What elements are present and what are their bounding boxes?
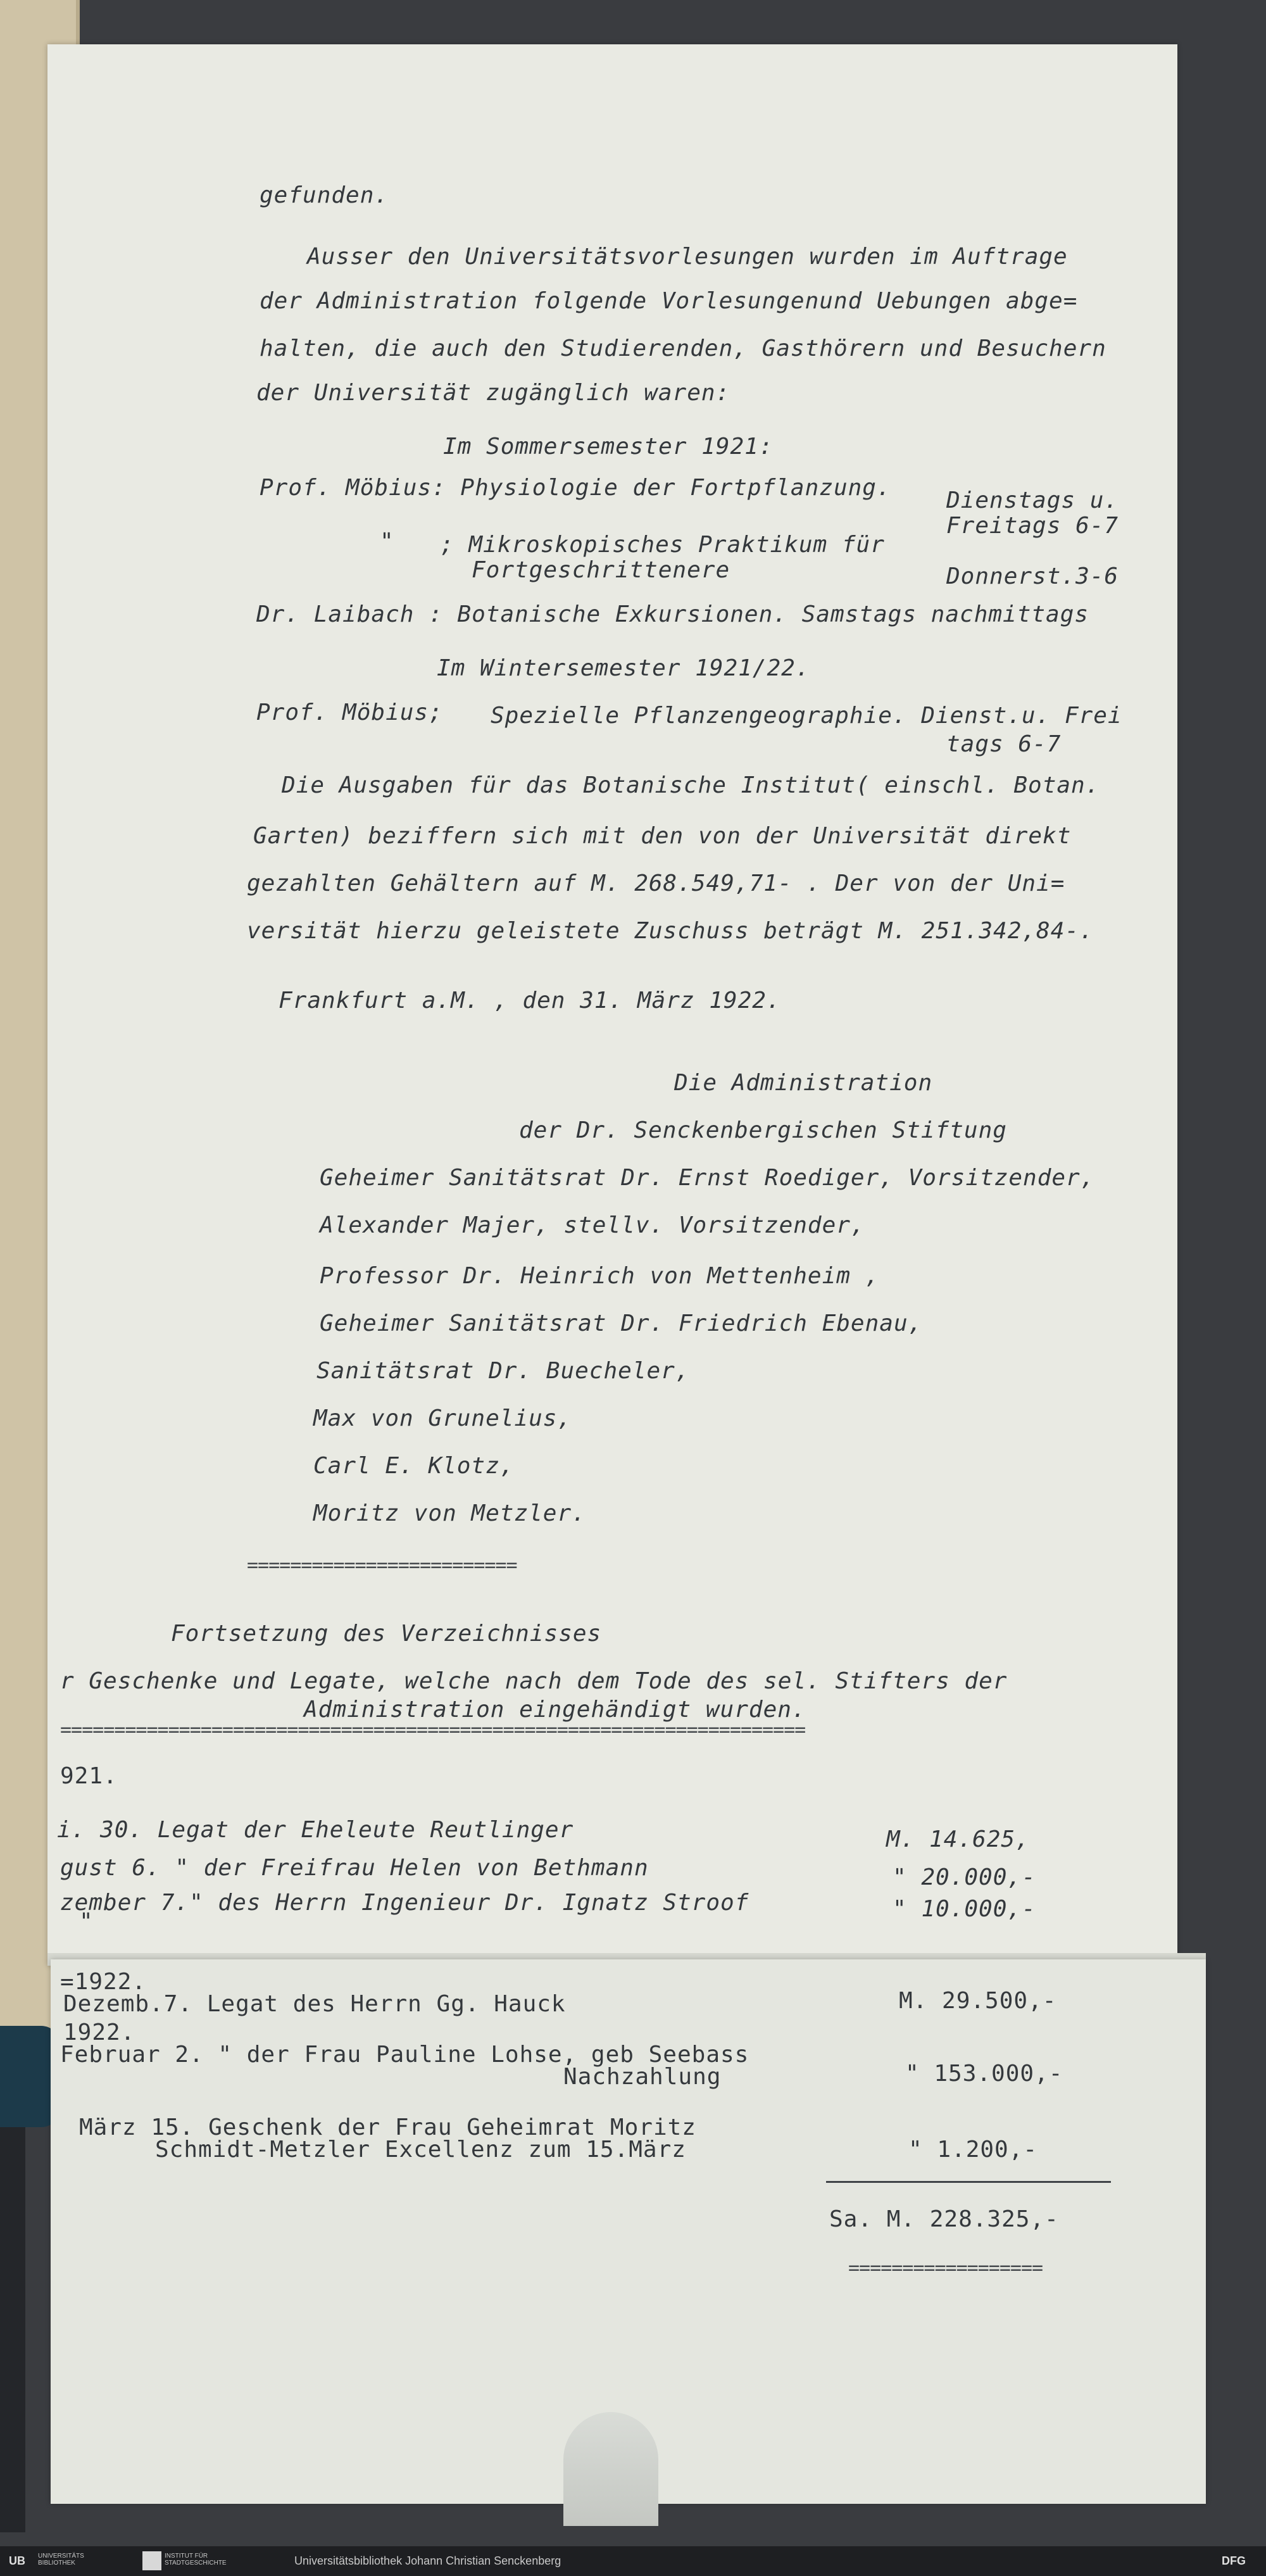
text-line: gefunden. [260, 182, 389, 208]
signatory: Max von Grunelius, [313, 1405, 572, 1431]
legacy-entry: i. 30. Legat der Eheleute Reutlinger [57, 1817, 574, 1843]
lecture-time: tags 6-7 [946, 731, 1062, 757]
separator-rule: ===================================================================== [60, 1719, 806, 1741]
text-line: Ausser den Universitätsvorlesungen wurden im Auftrage [307, 244, 1068, 270]
sum-total: Sa. M. 228.325,- [829, 2206, 1059, 2232]
legacy-amount: " 20.000,- [893, 1864, 1036, 1890]
ub-logo: UB [9, 2554, 25, 2567]
legacy-amount: " 1.200,- [908, 2137, 1038, 2163]
list-heading: Fortsetzung des Verzeichnisses [171, 1621, 602, 1647]
list-heading: r Geschenke und Legate, welche nach dem Tode des sel. Stifters der [60, 1668, 1008, 1694]
year-label: 921. [60, 1763, 118, 1789]
separator-rule: ================== [848, 2257, 1043, 2279]
lecture-time: Donnerst.3-6 [946, 563, 1119, 589]
lecture-entry: Fortgeschrittenere [472, 557, 730, 583]
legacy-entry: Dezemb.7. Legat des Herrn Gg. Hauck [63, 1991, 566, 2017]
ub-logo-text: UNIVERSITÄTS BIBLIOTHEK [38, 2553, 84, 2567]
signature-heading: der Dr. Senckenbergischen Stiftung [519, 1117, 1007, 1143]
footer-bar [0, 2546, 1266, 2576]
footer-credit: Universitätsbibliothek Johann Christian Senckenberg [294, 2554, 561, 2567]
signatory: Alexander Majer, stellv. Vorsitzender, [320, 1212, 865, 1238]
text-line: der Administration folgende Vorlesungenund Uebungen abge= [260, 288, 1078, 314]
signature-heading: Die Administration [674, 1070, 933, 1096]
signatory: Carl E. Klotz, [313, 1453, 515, 1479]
separator-rule: ========================= [247, 1554, 517, 1576]
lecture-entry: Spezielle Pflanzengeographie. Dienst.u. Frei [491, 703, 1122, 729]
signatory: Sanitätsrat Dr. Buecheler, [316, 1358, 690, 1384]
lecture-entry: ; Mikroskopisches Praktikum für [440, 532, 885, 558]
signatory: Professor Dr. Heinrich von Mettenheim , [320, 1263, 880, 1289]
lecture-entry: Prof. Möbius; [256, 700, 443, 726]
text-line: gezahlten Gehältern auf M. 268.549,71- . Der von der Uni= [247, 870, 1065, 896]
legacy-entry: Nachzahlung [563, 2064, 722, 2090]
lecture-time: Freitags 6-7 [946, 513, 1119, 539]
list-heading: Administration eingehändigt wurden. [304, 1697, 806, 1723]
section-heading: Im Wintersemester 1921/22. [437, 655, 810, 681]
text-line: Die Ausgaben für das Botanische Institut( einschl. Botan. [282, 772, 1100, 798]
legacy-amount: " 10.000,- [893, 1896, 1036, 1922]
dfg-logo: DFG [1222, 2554, 1246, 2567]
legacy-amount: M. 29.500,- [899, 1988, 1057, 2014]
text-line: Garten) beziffern sich mit den von der Universität direkt [253, 823, 1072, 849]
legacy-entry: zember 7." des Herrn Ingenieur Dr. Ignatz Stroof [60, 1890, 749, 1916]
lecture-time: Dienstags u. [946, 487, 1119, 513]
legacy-amount: " 153.000,- [905, 2061, 1063, 2087]
signatory: Geheimer Sanitätsrat Dr. Ernst Roediger, Vorsitzender, [320, 1165, 1095, 1191]
year-label: =1922. [60, 1969, 147, 1995]
date-line: Frankfurt a.M. , den 31. März 1922. [279, 988, 781, 1014]
lecture-entry: Dr. Laibach : Botanische Exkursionen. Samstags nachmittags [256, 601, 1089, 627]
text-line: versität hierzu geleistete Zuschuss beträgt M. 251.342,84-. [247, 918, 1094, 944]
isg-logo-text: INSTITUT FÜR STADTGESCHICHTE [165, 2553, 227, 2567]
signatory: Geheimer Sanitätsrat Dr. Friedrich Ebenau, [320, 1310, 923, 1336]
legacy-entry: März 15. Geschenk der Frau Geheimrat Moritz [79, 2114, 696, 2140]
ditto-mark: " [380, 529, 394, 555]
text-line: halten, die auch den Studierenden, Gasthörern und Besuchern [260, 336, 1106, 361]
book-stand-clip [563, 2412, 658, 2526]
legacy-entry: gust 6. " der Freifrau Helen von Bethmann [60, 1855, 649, 1881]
year-label: 1922. [63, 2020, 135, 2045]
text-line: der Universität zugänglich waren: [256, 380, 730, 406]
lecture-entry: Prof. Möbius: Physiologie der Fortpflanzung. [260, 475, 891, 501]
legacy-entry: Schmidt-Metzler Excellenz zum 15.März [155, 2137, 686, 2163]
legacy-amount: M. 14.625, [886, 1826, 1030, 1852]
isg-logo [142, 2551, 161, 2570]
signatory: Moritz von Metzler. [313, 1500, 586, 1526]
section-heading: Im Sommersemester 1921: [443, 434, 774, 460]
ditto-mark: " [79, 1909, 94, 1935]
legacy-entry: Februar 2. " der Frau Pauline Lohse, geb Seebass [60, 2042, 749, 2068]
sum-line [826, 2181, 1111, 2183]
